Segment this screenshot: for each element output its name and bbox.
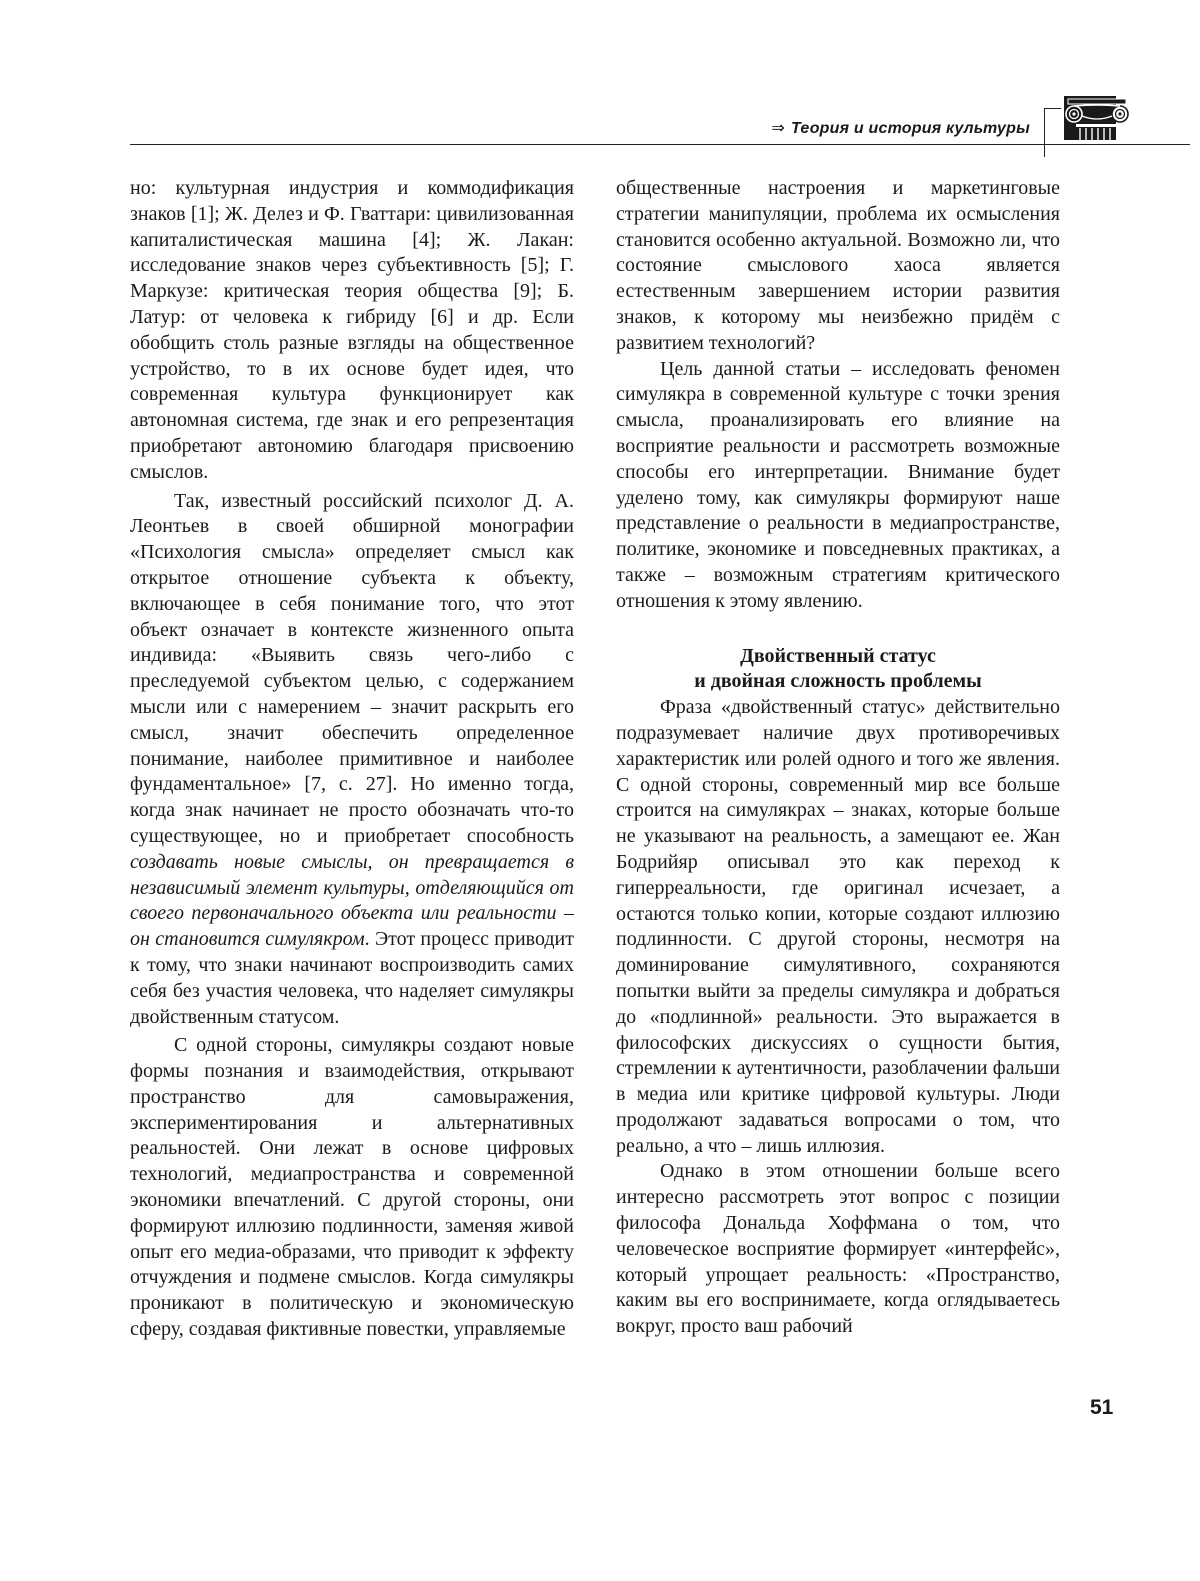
left-column <box>130 176 574 1343</box>
header-bracket <box>1044 108 1061 157</box>
section-title: Теория и история культуры <box>791 120 1030 137</box>
paragraph-text: . Этот процесс приводит к тому, что знаки начинают воспроизводить самих себя без участия человека, что наделяет симулякры двойственным статусом. <box>130 928 574 1028</box>
paragraph: Фраза «двойственный статус» действительно подразумевает наличие двух противоречивых характеристик или ролей одного и того же явления. С одной стороны, современный мир все больше строится на симулякрах – знаках, которые больше не указывают на реальность, а замещают ее. Жан Бодрийяр описывал это как переход к гиперреальности, где оригинал исчезает, а остаются только копии, которые создают иллюзию подлинности. С другой стороны, несмотря на доминирование симулятивного, сохраняются попытки выйти за пределы симулякра и добраться до «подлинной» реальности. Это выражается в философских дискуссиях о сущности бытия, стремлении к аутентичности, разоблачении фальши в медиа или критике цифровой культуры. Люди продолжают задаваться вопросами о том, что реально, а что – лишь иллюзия. <box>616 696 1060 1157</box>
ionic-column-capital-icon <box>1062 94 1130 142</box>
section-heading-line: и двойная сложность проблемы <box>694 670 982 693</box>
paragraph: но: культурная индустрия и коммодификация знаков [1]; Ж. Делез и Ф. Гваттари: цивилизованная капиталистическая машина [4]; Ж. Лакан: исследование знаков через субъективность [5]; Г. Маркузе: критическая теория общества [9]; Б. Латур: от человека к гибриду [6] и др. Если обобщить столь разные взгляды на общественное устройство, то в их основе будет идея, что современная культура функционирует как автономная система, где знак и его репрезентация приобретают автономию благодаря присвоению смыслов. <box>130 177 574 483</box>
paragraph: С одной стороны, симулякры создают новые формы познания и взаимодействия, открывают пространство для самовыражения, экспериментирования и альтернативных реальностей. Они лежат в основе цифровых технологий, медиапространства и современной экономики впечатлений. С другой стороны, они формируют иллюзию подлинности, заменяя живой опыт его медиа-образами, что приводит к эффекту отчуждения и подмене смыслов. Когда симулякры проникают в политическую и экономическую сферу, создавая фиктивные повестки, управляемые <box>130 1034 574 1341</box>
running-head-title <box>771 118 1030 138</box>
paragraph <box>130 489 574 1031</box>
page-number: 51 <box>1090 1396 1114 1419</box>
right-column <box>616 176 1060 1340</box>
paragraph-text: Так, известный российский психолог Д. А. Леонтьев в своей обширной монографии «Психология смысла» определяет смысл как открытое отношение субъекта к объекту, включающее в себя понимание того, что этот объект означает в контексте жизненного опыта индивида: «Выявить связь чего-либо с преследуемой субъектом целью, с содержанием мысли или с намерением – значит раскрыть его смысл, значит обеспечить определенное понимание, наиболее примитивное и наиболее фундаментальное» [7, с. 27]. Но именно тогда, когда знак начинает не просто обозначать что-то существующее, но и приобретает способность <box>130 489 574 847</box>
paragraph: Однако в этом отношении больше всего интересно рассмотреть этот вопрос с позиции философа Дональда Хоффмана о том, что человеческое восприятие формирует «интерфейс», который упрощает реальность: «Пространство, каким вы его воспринимаете, когда оглядываетесь вокруг, просто ваш рабочий <box>616 1160 1060 1338</box>
section-heading <box>616 644 1060 696</box>
header-rule <box>130 144 1190 145</box>
emphasized-text: создавать новые смыслы, он превращается в независимый элемент культуры, отделяющийся от своего первоначального объекта или реальности – он становится симулякром <box>130 850 574 951</box>
arrow-icon: ⇒ <box>771 120 786 137</box>
running-head <box>0 0 1200 160</box>
section-heading-line: Двойственный статус <box>740 644 936 667</box>
paragraph: Цель данной статьи – исследовать феномен симулякра в современной культуре с точки зрения смысла, проанализировать его влияние на восприятие реальности и рассмотреть возможные способы его интерпретации. Внимание будет уделено тому, как симулякры формируют наше представление о реальности в медиапространстве, политике, экономике и повседневных практиках, а также – возможным стратегиям критического отношения к этому явлению. <box>616 357 1060 612</box>
paragraph: общественные настроения и маркетинговые стратегии манипуляции, проблема их осмысления становится особенно актуальной. Возможно ли, что состояние смыслового хаоса является естественным завершением истории развития знаков, к которому мы неизбежно придём с развитием технологий? <box>616 177 1060 354</box>
